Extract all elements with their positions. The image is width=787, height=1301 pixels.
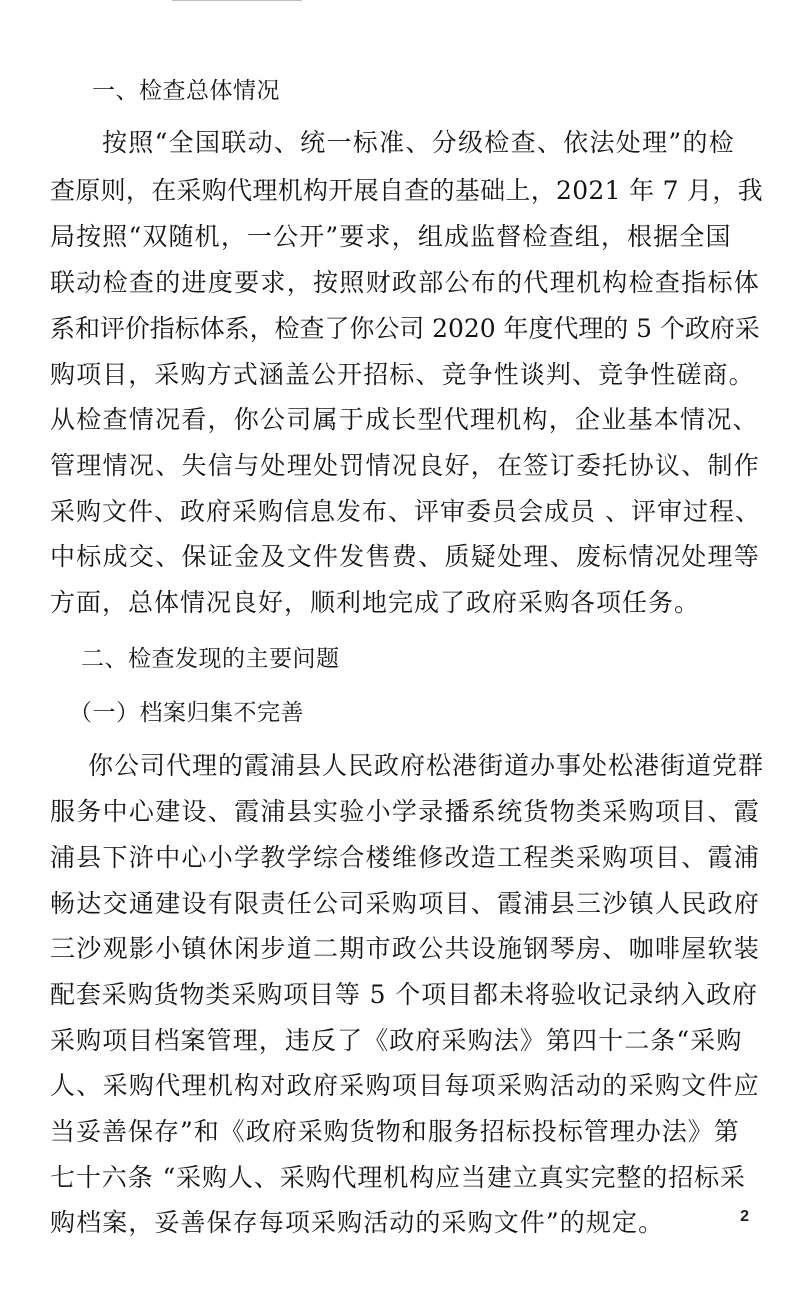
paragraph-2-line-10: 七十六条 “采购人、采购代理机构应当建立真实完整的招标采 — [50, 1163, 746, 1192]
paragraph-1-line-7: 从检查情况看，你公司属于成长型代理机构，企业基本情况、 — [50, 405, 759, 434]
section-2-heading: 二、检查发现的主要问题 — [81, 646, 340, 672]
section-1-heading: 一、检查总体情况 — [92, 78, 280, 104]
scan-artifact-line — [172, 0, 302, 1]
paragraph-1-line-11: 方面，总体情况良好，顺利地完成了政府采购各项任务。 — [50, 588, 701, 617]
paragraph-1-line-10: 中标成交、保证金及文件发售费、质疑处理、废标情况处理等 — [50, 542, 761, 571]
paragraph-2-line-8: 人、采购代理机构对政府采购项目每项采购活动的采购文件应 — [50, 1071, 761, 1100]
paragraph-2-line-3: 浦县下浒中心小学教学综合楼维修改造工程类采购项目、霞浦 — [50, 843, 761, 872]
paragraph-1-line-3: 局按照“双随机，一公开”要求，组成监督检查组，根据全国 — [50, 222, 732, 251]
paragraph-2-line-2: 服务中心建设、霞浦县实验小学录播系统货物类采购项目、霞 — [50, 797, 761, 826]
paragraph-2-line-1: 你公司代理的霞浦县人民政府松港街道办事处松港街道党群 — [88, 751, 765, 780]
paragraph-1-line-8: 管理情况、失信与处理处罚情况良好，在签订委托协议、制作 — [50, 451, 761, 480]
paragraph-2-line-9: 当妥善保存”和《政府采购货物和服务招标投标管理办法》第 — [50, 1117, 740, 1146]
paragraph-2-line-11: 购档案，妥善保存每项采购活动的采购文件”的规定。 — [50, 1208, 665, 1237]
page-number: 2 — [740, 1208, 749, 1225]
paragraph-1-line-4: 联动检查的进度要求，按照财政部公布的代理机构检查指标体 — [50, 268, 761, 297]
paragraph-2-line-6: 配套采购货物类采购项目等 5 个项目都未将验收记录纳入政府 — [50, 980, 758, 1009]
paragraph-2-line-4: 畅达交通建设有限责任公司采购项目、霞浦县三沙镇人民政府 — [50, 889, 761, 918]
paragraph-1-line-9: 采购文件、政府采购信息发布、评审委员会成员 、评审过程、 — [50, 497, 761, 526]
paragraph-1-line-2: 查原则，在采购代理机构开展自查的基础上，2021 年 7 月，我 — [50, 176, 763, 205]
subsection-1-heading: （一）档案归集不完善 — [69, 700, 304, 726]
paragraph-2-line-7: 采购项目档案管理，违反了《政府采购法》第四十二条“采购 — [50, 1026, 743, 1055]
paragraph-2-line-5: 三沙观影小镇休闲步道二期市政公共设施钢琴房、咖啡屋软装 — [50, 934, 761, 963]
paragraph-1-line-1: 按照“全国联动、统一标准、分级检查、依法处理”的检 — [102, 128, 736, 157]
paragraph-1-line-5: 系和评价指标体系，检查了你公司 2020 年度代理的 5 个政府采 — [50, 314, 760, 343]
paragraph-1-line-6: 购项目，采购方式涵盖公开招标、竞争性谈判、竞争性磋商。 — [50, 360, 755, 389]
